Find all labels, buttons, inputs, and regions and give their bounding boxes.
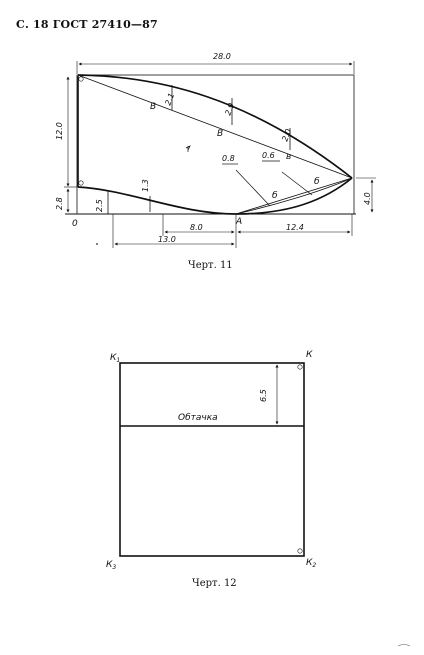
diagonal-guide (78, 75, 352, 178)
figure-12-labels (106, 350, 316, 589)
corner-mark-k (298, 365, 302, 369)
corner-mark-bl (79, 181, 83, 185)
label-b-2: В (217, 129, 224, 139)
dim-bottom-left: 2.8 (55, 197, 64, 210)
lower-curve (78, 178, 352, 214)
page-corner-mark (398, 645, 410, 647)
dim-right-h: 4.0 (363, 192, 372, 205)
label-k2: $К_2$ (306, 558, 317, 569)
corner-mark-k2 (298, 549, 302, 553)
label-k3: $К_3$ (106, 560, 117, 571)
label-bb-1: б (272, 191, 278, 201)
dim-13: 1.3 (141, 179, 150, 192)
label-bb-2: б (314, 177, 320, 187)
dim-20: 2.0 (280, 127, 294, 143)
dim-top-width: 28.0 (213, 52, 231, 61)
dim-08: 0.8 (222, 154, 235, 163)
dim-130: 13.0 (158, 235, 176, 244)
dim-29: 2.9 (223, 101, 237, 117)
dim-80: 8.0 (190, 223, 203, 232)
dim-65: 6.5 (259, 389, 268, 402)
dim-124: 12.4 (286, 223, 304, 232)
label-k1: $К_1$ (110, 353, 121, 364)
tick-06 (282, 172, 312, 195)
caption-fig-12: Черт. 12 (192, 578, 237, 589)
page-header: С. 18 ГОСТ 27410—87 (16, 18, 158, 31)
label-zero: 0 (72, 219, 78, 229)
grain-mark-icon (186, 146, 190, 152)
tick-08 (236, 170, 270, 206)
label-facing: Обтачка (178, 413, 218, 423)
figure-11 (64, 61, 376, 248)
dim-06: 0.6 (262, 151, 275, 160)
facing-rect (120, 363, 304, 556)
dim-left-height: 12.0 (55, 122, 64, 140)
label-b-3: в (286, 152, 292, 162)
guide-a-right (236, 178, 352, 214)
figure-12 (120, 363, 304, 556)
figure-11-labels (55, 52, 372, 271)
label-b-1: В (150, 102, 157, 112)
dim-21: 2.1 (163, 91, 177, 107)
dim-inner-left: 2.5 (95, 199, 104, 212)
caption-fig-11: Черт. 11 (188, 260, 233, 271)
dot-mark (96, 243, 97, 244)
label-k: К (306, 350, 313, 360)
label-a: A (236, 217, 243, 227)
corner-mark-tl (79, 77, 83, 81)
